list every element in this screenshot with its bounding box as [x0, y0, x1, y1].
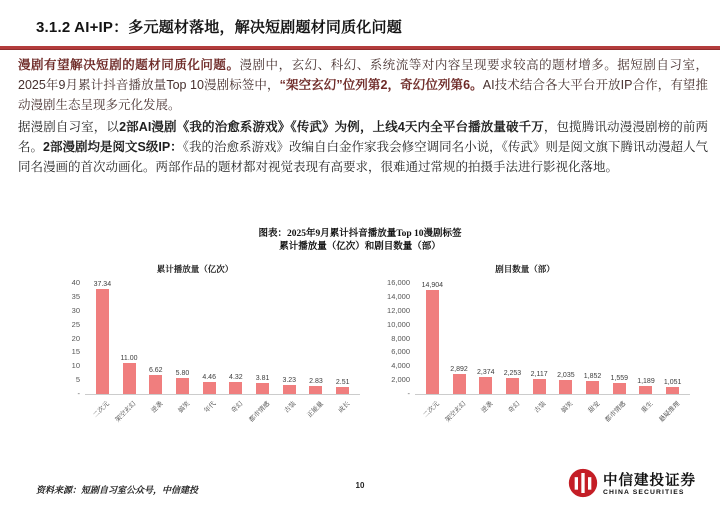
bar-value-label: 2,117 [530, 371, 548, 378]
y-tick-label: 5 [75, 375, 80, 385]
y-tick-label: 6,000 [391, 347, 410, 357]
text-segment: 漫剧有望解决短剧的题材同质化问题。 [18, 58, 240, 72]
chart-playback-subtitle: 累计播放量（亿次） [156, 264, 234, 274]
bar [256, 383, 269, 394]
x-tick-label: 二次元 [92, 400, 111, 420]
bar-value-label: 2,035 [557, 372, 575, 379]
bar [666, 387, 679, 394]
bar [96, 289, 109, 394]
bar-column [196, 374, 223, 394]
x-tick-label: 架空玄幻 [444, 400, 468, 424]
bar [639, 386, 652, 394]
bar [559, 380, 572, 394]
y-tick-label: - [407, 389, 410, 398]
bar [123, 363, 136, 394]
x-tick-label: 重生 [640, 400, 655, 415]
bar-value-label: 14,904 [421, 282, 444, 289]
bar [426, 290, 439, 394]
bar-value-label: 2.51 [335, 379, 350, 386]
x-axis-left-chart [85, 395, 360, 445]
logo-name-en: CHINA SECURITIES [603, 489, 685, 497]
bar-value-label: 5.80 [175, 370, 190, 377]
x-tick-label: 都市情感 [604, 400, 628, 424]
bar [586, 381, 599, 394]
chart-count-subtitle: 剧目数量（部） [495, 264, 555, 274]
y-tick-label: 35 [71, 291, 80, 301]
y-tick-label: 16,000 [387, 278, 410, 287]
text-segment: 2部漫剧均是阅文S级IP： [43, 140, 183, 154]
title-divider [0, 46, 720, 50]
bars-left-chart [85, 282, 360, 395]
bar-column [579, 373, 606, 394]
bar-column [169, 370, 196, 394]
bar-column [606, 375, 633, 394]
bar-value-label: 11.00 [120, 355, 138, 362]
bar-column [89, 281, 116, 394]
x-tick-label: 悬疑推理 [657, 400, 682, 424]
chart-series-count [360, 263, 690, 445]
x-tick-label: 搞笑 [560, 400, 575, 415]
bar [203, 382, 216, 394]
logo-name-cn: 中信建投证券 [603, 472, 696, 489]
page-number: 10 [355, 481, 365, 490]
bar-value-label: 3.23 [282, 377, 297, 384]
company-logo [568, 468, 696, 503]
paragraph-detail [18, 117, 708, 177]
bar-value-label: 4.32 [229, 374, 243, 381]
y-axis-left-chart [44, 279, 85, 398]
y-tick-label: - [77, 389, 80, 398]
bar [336, 387, 349, 394]
bar-column [116, 355, 143, 394]
bar-column [526, 371, 553, 394]
bar-column [142, 367, 169, 394]
x-tick-label: 架空玄幻 [114, 400, 138, 424]
text-segment: “架空玄幻”位列第2，奇幻位列第6。 [279, 78, 483, 92]
bar-column [553, 372, 580, 394]
x-tick-label: 奇幻 [506, 400, 521, 415]
figure-title-line2: 累计播放量（亿次）和剧目数量（部） [279, 242, 441, 252]
x-tick-label: 古装 [283, 400, 298, 415]
x-tick-label: 都市情感 [247, 400, 272, 424]
bar [479, 377, 492, 394]
bar-column [633, 378, 660, 394]
citic-logo-icon [568, 468, 598, 503]
bar-value-label: 4.46 [202, 374, 216, 381]
bar [283, 385, 296, 394]
x-tick-label: 逆袭 [150, 400, 165, 415]
bar-value-label: 1,051 [663, 379, 682, 386]
source-note: 资料来源：短剧自习室公众号，中信建投 [36, 485, 199, 495]
bar [176, 378, 189, 394]
bar-column [249, 375, 276, 394]
text-segment: 据漫剧自习室，以 [18, 120, 120, 134]
x-axis-right-chart [415, 395, 690, 445]
y-axis-right-chart [374, 279, 415, 398]
bar-column [329, 379, 356, 394]
figure-block [30, 228, 690, 445]
bar-column [276, 377, 303, 394]
charts-row [30, 263, 690, 445]
bar-column [446, 366, 473, 394]
bar [613, 383, 626, 394]
text-segment: AI技术结合各大平台开放IP合作，有望推动漫剧生态呈现多元化发展。 [18, 78, 709, 112]
y-tick-label: 8,000 [391, 333, 410, 343]
bar-value-label: 1,189 [637, 378, 655, 385]
bar-value-label: 2.83 [309, 378, 323, 385]
x-tick-label: 正能量 [305, 400, 325, 420]
y-tick-label: 40 [71, 278, 80, 287]
bar-value-label: 2,892 [450, 366, 468, 373]
bar-column [303, 378, 330, 394]
bar [533, 379, 546, 394]
page-title: 3.1.2 AI+IP：多元题材落地，解决短剧题材同质化问题 [36, 19, 402, 36]
x-tick-label: 奇幻 [230, 400, 245, 415]
text-segment: 《我的治愈系游戏》改编自白金作家我会修空调同名小说，《传武》则是阅文旗下腾讯动漫超人气同名漫画的首次动画化。两部作品的题材都对视觉表现有高要求，很难通过常规的拍摄手法进行影视化落地。 [18, 140, 708, 174]
y-tick-label: 2,000 [391, 375, 410, 385]
bar [229, 382, 242, 394]
bar [453, 374, 466, 394]
text-segment: ，包揽腾讯动漫漫剧榜的前两名。 [18, 120, 708, 154]
figure-title-line1: 图表：2025年9月累计抖音播放量Top 10漫剧标签 [258, 229, 462, 239]
x-tick-label: 年代 [203, 400, 218, 415]
bar-value-label: 1,559 [610, 375, 629, 382]
text-segment: 2部AI漫剧《我的治愈系游戏》《传武》为例，上线4天内全平台播放量破千万 [119, 120, 544, 134]
x-tick-label: 逆袭 [480, 400, 495, 415]
bar-column [499, 370, 526, 394]
bar-column [659, 379, 686, 394]
bar-value-label: 2,253 [503, 370, 522, 377]
x-tick-label: 二次元 [422, 400, 441, 420]
bar-column [472, 369, 499, 394]
y-tick-label: 12,000 [387, 305, 410, 315]
x-tick-label: 搞笑 [176, 400, 191, 415]
bar-column [223, 374, 250, 394]
text-segment: 漫剧中，玄幻、科幻、系统流等对内容呈现要求较高的题材增多。据短剧自习室，2025年9月累计抖音播放量Top 10漫剧标签中， [18, 58, 708, 92]
x-tick-label: 甜宠 [586, 400, 602, 415]
y-tick-label: 4,000 [391, 361, 410, 371]
bar-column [419, 282, 446, 394]
bar-value-label: 2,374 [476, 369, 495, 376]
bar [309, 386, 322, 394]
y-tick-label: 10 [71, 361, 80, 371]
bars-right-chart [415, 282, 690, 395]
x-tick-label: 古装 [533, 400, 548, 415]
paragraph-summary [18, 55, 708, 115]
bar-value-label: 37.34 [93, 281, 112, 288]
bar-value-label: 3.81 [255, 375, 270, 382]
y-tick-label: 15 [71, 347, 80, 357]
bar-value-label: 1,852 [583, 373, 602, 380]
x-tick-label: 成长 [337, 400, 352, 415]
y-tick-label: 10,000 [387, 319, 410, 329]
y-tick-label: 20 [71, 333, 80, 343]
bar [506, 378, 519, 394]
bar-value-label: 6.62 [148, 367, 163, 374]
bar [149, 375, 162, 394]
y-tick-label: 25 [71, 319, 80, 329]
y-tick-label: 30 [71, 305, 80, 315]
y-tick-label: 14,000 [387, 291, 410, 301]
chart-playback-volume [30, 263, 360, 445]
